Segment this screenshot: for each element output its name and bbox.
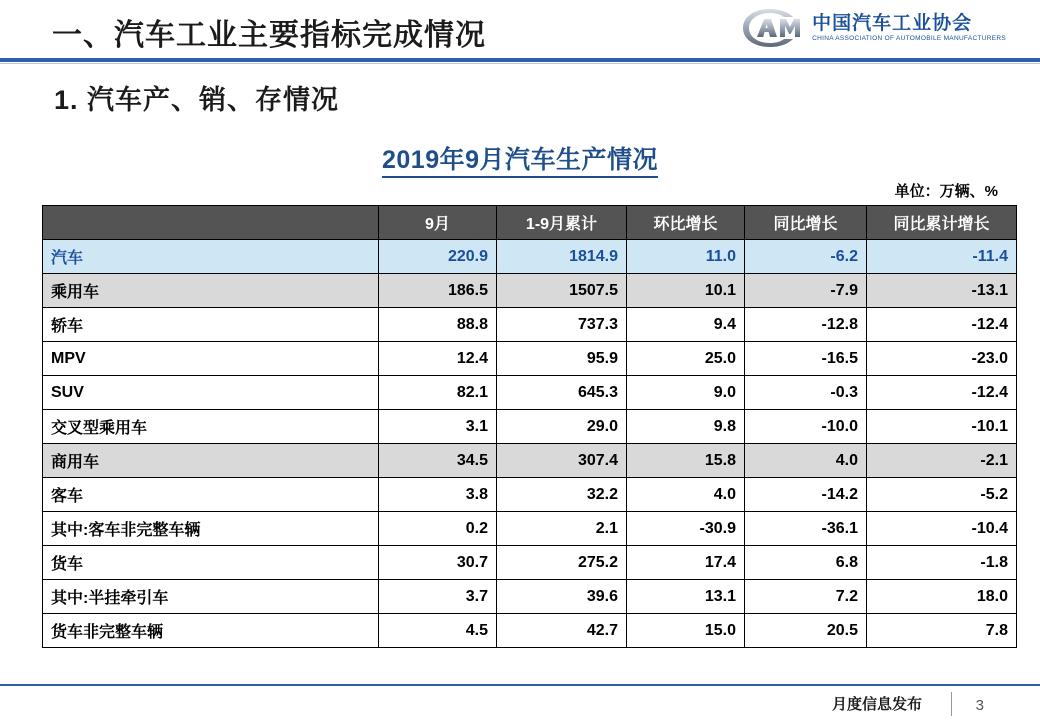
footer-divider — [0, 684, 1040, 686]
row-value: -30.9 — [627, 512, 745, 546]
table-header-cell: 1-9月累计 — [497, 206, 627, 240]
row-value: 30.7 — [379, 546, 497, 580]
row-label: MPV — [43, 342, 379, 376]
row-value: 32.2 — [497, 478, 627, 512]
row-label: 乘用车 — [43, 274, 379, 308]
row-value: 737.3 — [497, 308, 627, 342]
row-value: 10.1 — [627, 274, 745, 308]
row-value: 11.0 — [627, 240, 745, 274]
row-value: 9.4 — [627, 308, 745, 342]
row-value: 20.5 — [745, 614, 867, 648]
table-row — [43, 444, 1017, 478]
row-value: 275.2 — [497, 546, 627, 580]
caam-logo-text — [812, 14, 1006, 43]
caam-logo-cn: 中国汽车工业协会 — [812, 12, 973, 34]
row-label: 轿车 — [43, 308, 379, 342]
row-value: 18.0 — [867, 580, 1017, 614]
row-label: 客车 — [43, 478, 379, 512]
row-value: -1.8 — [867, 546, 1017, 580]
row-value: -0.3 — [745, 376, 867, 410]
section-title: 1. 汽车产、销、存情况 — [54, 85, 340, 115]
row-value: -6.2 — [745, 240, 867, 274]
table-row — [43, 614, 1017, 648]
caam-logo-mark-icon — [740, 6, 802, 50]
row-value: 25.0 — [627, 342, 745, 376]
table-header-cell — [43, 206, 379, 240]
row-value: 9.0 — [627, 376, 745, 410]
row-value: 0.2 — [379, 512, 497, 546]
row-value: -36.1 — [745, 512, 867, 546]
row-value: 17.4 — [627, 546, 745, 580]
row-value: 15.0 — [627, 614, 745, 648]
row-value: 6.8 — [745, 546, 867, 580]
row-label: 汽车 — [43, 240, 379, 274]
footer-separator — [951, 692, 952, 716]
row-value: -10.1 — [867, 410, 1017, 444]
row-value: 186.5 — [379, 274, 497, 308]
row-value: 1507.5 — [497, 274, 627, 308]
row-value: 29.0 — [497, 410, 627, 444]
table-header — [43, 206, 1017, 240]
row-value: 12.4 — [379, 342, 497, 376]
table-header-row — [43, 206, 1017, 240]
row-value: -16.5 — [745, 342, 867, 376]
row-value: 645.3 — [497, 376, 627, 410]
row-value: -2.1 — [867, 444, 1017, 478]
row-value: 13.1 — [627, 580, 745, 614]
row-value: -7.9 — [745, 274, 867, 308]
row-value: 42.7 — [497, 614, 627, 648]
row-label: 其中:客车非完整车辆 — [43, 512, 379, 546]
table-body — [43, 240, 1017, 648]
row-value: -23.0 — [867, 342, 1017, 376]
row-value: 7.2 — [745, 580, 867, 614]
table-row — [43, 580, 1017, 614]
page-header — [0, 0, 1040, 62]
table-row — [43, 512, 1017, 546]
row-value: -14.2 — [745, 478, 867, 512]
row-value: -11.4 — [867, 240, 1017, 274]
row-label: 其中:半挂牵引车 — [43, 580, 379, 614]
row-value: 15.8 — [627, 444, 745, 478]
table-row — [43, 478, 1017, 512]
row-value: 95.9 — [497, 342, 627, 376]
row-value: 88.8 — [379, 308, 497, 342]
production-table — [42, 205, 1017, 648]
table-row — [43, 376, 1017, 410]
page-number: 3 — [975, 697, 984, 714]
row-value: 2.1 — [497, 512, 627, 546]
row-label: 货车 — [43, 546, 379, 580]
table-row — [43, 342, 1017, 376]
caam-logo-en: CHINA ASSOCIATION OF AUTOMOBILE MANUFACTURERS — [812, 34, 1006, 42]
table-header-cell: 9月 — [379, 206, 497, 240]
row-label: 货车非完整车辆 — [43, 614, 379, 648]
row-value: 39.6 — [497, 580, 627, 614]
row-label: 交叉型乘用车 — [43, 410, 379, 444]
page-title: 一、汽车工业主要指标完成情况 — [52, 19, 486, 52]
caam-logo — [740, 6, 1006, 50]
row-value: 4.5 — [379, 614, 497, 648]
unit-note: 单位：万辆、% — [894, 183, 998, 200]
table-title-text: 2019年9月汽车生产情况 — [382, 146, 658, 178]
row-value: 4.0 — [627, 478, 745, 512]
row-value: 1814.9 — [497, 240, 627, 274]
row-value: -12.8 — [745, 308, 867, 342]
row-label: 商用车 — [43, 444, 379, 478]
row-value: 307.4 — [497, 444, 627, 478]
table-header-cell: 同比累计增长 — [867, 206, 1017, 240]
footer-label: 月度信息发布 — [831, 696, 922, 713]
row-value: 9.8 — [627, 410, 745, 444]
row-value: 34.5 — [379, 444, 497, 478]
row-value: 3.1 — [379, 410, 497, 444]
table-header-cell: 同比增长 — [745, 206, 867, 240]
row-value: -10.4 — [867, 512, 1017, 546]
row-label: SUV — [43, 376, 379, 410]
header-divider-secondary — [0, 63, 1040, 64]
row-value: 4.0 — [745, 444, 867, 478]
table-row — [43, 308, 1017, 342]
row-value: 82.1 — [379, 376, 497, 410]
row-value: -10.0 — [745, 410, 867, 444]
row-value: 3.7 — [379, 580, 497, 614]
table-header-cell: 环比增长 — [627, 206, 745, 240]
row-value: -13.1 — [867, 274, 1017, 308]
table-row — [43, 410, 1017, 444]
row-value: 3.8 — [379, 478, 497, 512]
production-table-wrapper — [42, 205, 1008, 648]
header-divider — [0, 58, 1040, 62]
row-value: 7.8 — [867, 614, 1017, 648]
table-row — [43, 546, 1017, 580]
table-title — [0, 140, 1040, 176]
row-value: -12.4 — [867, 308, 1017, 342]
row-value: 220.9 — [379, 240, 497, 274]
table-row — [43, 240, 1017, 274]
row-value: -12.4 — [867, 376, 1017, 410]
row-value: -5.2 — [867, 478, 1017, 512]
table-row — [43, 274, 1017, 308]
